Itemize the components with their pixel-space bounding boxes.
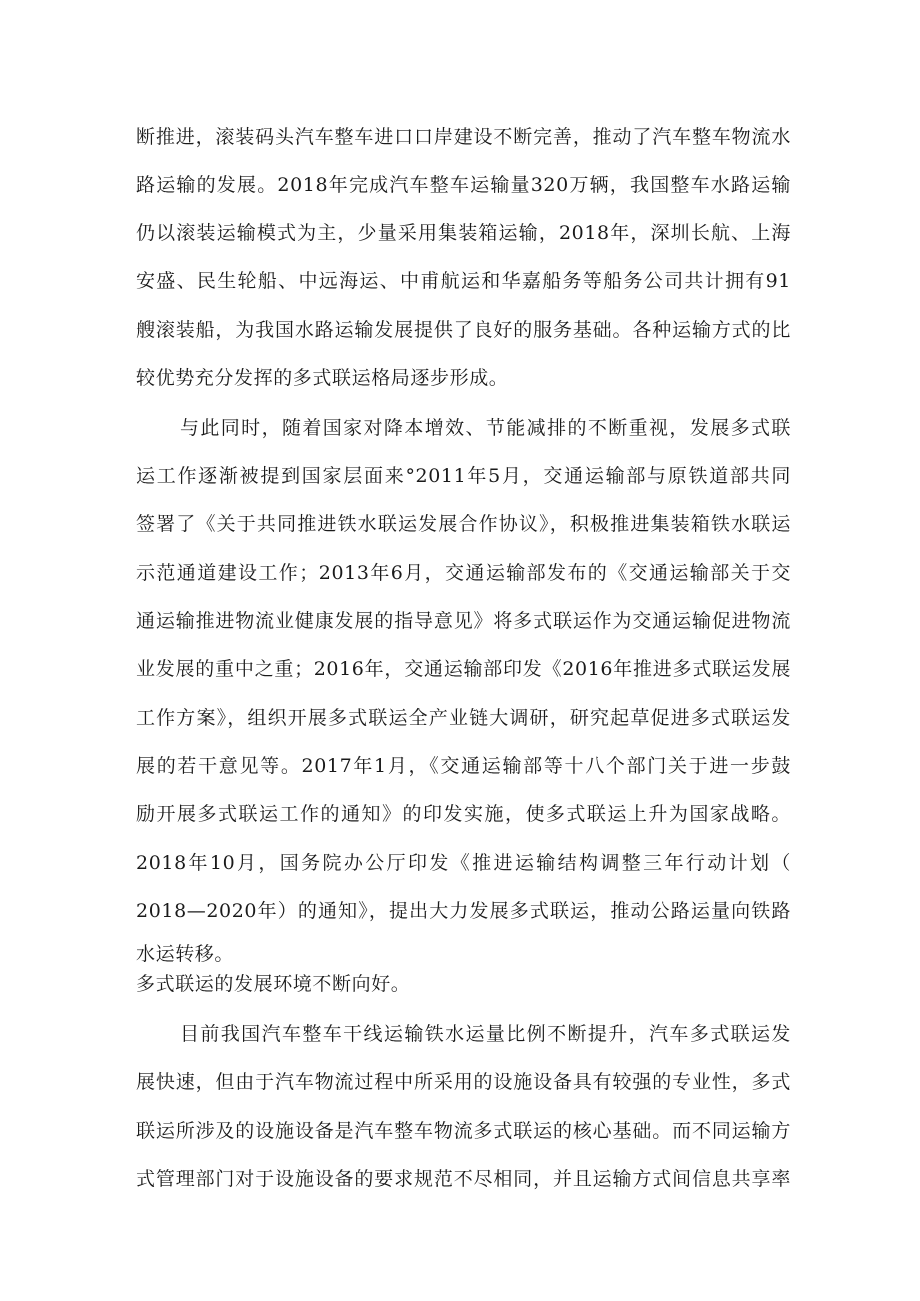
paragraph-2-line-8: 展的若干意见等。2017年1月，《交通运输部等十八个部门关于进一步鼓: [136, 755, 791, 777]
paragraph-2-line-7: 工作方案》，组织开展多式联运全产业链大调研，研究起草促进多式联运发: [136, 707, 791, 729]
paragraph-3-line-2: 展快速，但由于汽车物流过程中所采用的设施设备具有较强的专业性，多式: [136, 1071, 791, 1093]
paragraph-1-line-6: 较优势充分发挥的多式联运格局逐步形成。: [136, 367, 509, 389]
paragraph-2-line-9: 励开展多式联运工作的通知》的印发实施，使多式联运上升为国家战略。: [136, 803, 791, 825]
paragraph-1-line-5: 艘滚装船，为我国水路运输发展提供了良好的服务基础。各种运输方式的比: [136, 319, 791, 341]
paragraph-3-line-4: 式管理部门对于设施设备的要求规范不尽相同，并且运输方式间信息共享率: [136, 1168, 791, 1190]
paragraph-2-line-1: 与此同时，随着国家对降本增效、节能减排的不断重视，发展多式联: [180, 417, 791, 439]
paragraph-2-line-13: 多式联运的发展环境不断向好。: [136, 973, 411, 995]
paragraph-2-line-6: 业发展的重中之重；2016年，交通运输部印发《2016年推进多式联运发展: [136, 658, 791, 680]
paragraph-1-line-4: 安盛、民生轮船、中远海运、中甫航运和华嘉船务等船务公司共计拥有91: [136, 270, 791, 292]
paragraph-2-line-5: 通运输推进物流业健康发展的指导意见》将多式联运作为交通运输促进物流: [136, 610, 791, 632]
paragraph-2-line-12: 水运转移。: [136, 943, 235, 965]
paragraph-2-line-4: 示范通道建设工作；2013年6月，交通运输部发布的《交通运输部关于交: [136, 562, 791, 584]
paragraph-2-line-3: 签署了《关于共同推进铁水联运发展合作协议》，积极推进集装箱铁水联运: [136, 513, 791, 535]
paragraph-2-line-2: 运工作逐渐被提到国家层面来°2011年5月，交通运输部与原铁道部共同: [136, 465, 791, 487]
paragraph-1-line-1: 断推进，滚装码头汽车整车进口口岸建设不断完善，推动了汽车整车物流水: [136, 126, 791, 148]
paragraph-3-line-1: 目前我国汽车整车干线运输铁水运量比例不断提升，汽车多式联运发: [180, 1023, 791, 1045]
paragraph-2-line-10: 2018年10月，国务院办公厅印发《推进运输结构调整三年行动计划（: [136, 852, 791, 874]
paragraph-2-line-11: 2018—2020年）的通知》，提出大力发展多式联运，推动公路运量向铁路: [136, 900, 791, 922]
paragraph-3-line-3: 联运所涉及的设施设备是汽车整车物流多式联运的核心基础。而不同运输方: [136, 1120, 791, 1142]
paragraph-1-line-3: 仍以滚装运输模式为主，少量采用集装箱运输，2018年，深圳长航、上海: [136, 222, 791, 244]
paragraph-1-line-2: 路运输的发展。2018年完成汽车整车运输量320万辆，我国整车水路运输: [136, 174, 791, 196]
